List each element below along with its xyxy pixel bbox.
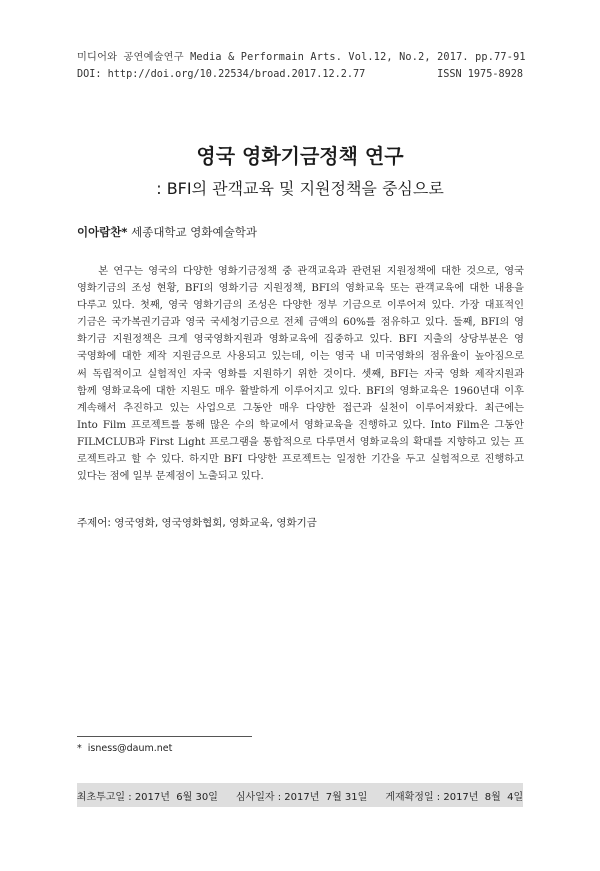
received-date: 최초투고일 : 2017년 6월 30일: [76, 791, 218, 803]
submission-dates-bar: [77, 783, 523, 807]
review-date: 심사일자 : 2017년 7월 31일: [235, 791, 368, 803]
doi-link[interactable]: DOI: http://doi.org/10.22534/broad.2017.12.2.77: [77, 69, 366, 80]
footnote-divider: [77, 736, 252, 737]
author-line: [77, 224, 257, 240]
journal-citation: 미디어와 공연예술연구 Media & Performain Arts. Vol.12, No.2, 2017. pp.77-91: [77, 52, 526, 63]
abstract-line: FILMCLUB과 First Light 프로그램을 통합적으로 다루면서 영화교육의 확대를 지향하고 있는 프: [77, 436, 524, 448]
footnote-email: * isness@daum.net: [77, 743, 173, 754]
abstract-line: 함께 영화교육에 대한 지원도 매우 활발하게 이루어지고 있다. BFI의 영화교육은 1960년대 이후: [77, 385, 524, 397]
abstract-line: 써 독립적이고 실험적인 자국 영화를 지원하기 위한 것이다. 셋째, BFI는 자국 영화 제작지원과: [77, 368, 524, 380]
author-affiliation: 세종대학교 영화예술학과: [131, 225, 257, 239]
abstract-line: Into Film 프로젝트를 통해 많은 수의 학교에서 영화교육을 진행하고 있다. Into Film은 그동안: [77, 419, 524, 431]
abstract-line: 계속해서 추진하고 있는 사업으로 그동안 매우 다양한 접근과 실천이 이루어져왔다. 최근에는: [77, 402, 524, 414]
abstract-line: 영화기금의 조성 현황, BFI의 영화기금 지원정책, BFI의 영화교육 또는 관객교육에 대한 내용을: [77, 283, 524, 295]
accepted-date: 게재확정일 : 2017년 8월 4일: [385, 791, 524, 803]
paper-title: 영국 영화기금정책 연구: [196, 144, 404, 168]
doi-row: [77, 69, 523, 80]
abstract: [77, 263, 524, 485]
abstract-line: 화기금 지원정책은 크게 영국영화지원과 영화교육에 집중하고 있다. BFI 지출의 상당부분은 영: [77, 334, 524, 346]
abstract-line: 다루고 있다. 첫째, 영국 영화기금의 조성은 다양한 정부 기금으로 이루어져 있다. 가장 대표적인: [77, 300, 524, 312]
abstract-line: 본 연구는 영국의 다양한 영화기금정책 중 관객교육과 관련된 지원정책에 대한 것으로, 영국: [77, 266, 524, 277]
abstract-line: 국영화에 대한 제작 지원금으로 사용되고 있는데, 이는 영국 내 미국영화의 점유율이 높아짐으로: [77, 351, 524, 363]
abstract-line: 로젝트라고 할 수 있다. 하지만 BFI 다양한 프로젝트는 일정한 기간을 두고 실험적으로 진행하고: [77, 454, 524, 466]
abstract-line: 있다는 점에 일부 문제점이 노출되고 있다.: [77, 471, 264, 483]
abstract-line: 기금은 국가복권기금과 영국 국세청기금으로 전체 금액의 60%를 점유하고 있다. 둘째, BFI의 영: [77, 317, 524, 329]
issn-text: ISSN 1975-8928: [437, 69, 523, 80]
author-name: 이아람찬*: [77, 225, 128, 239]
paper-subtitle: : BFI의 관객교육 및 지원정책을 중심으로: [156, 179, 444, 198]
keywords: 주제어: 영국영화, 영국영화협회, 영화교육, 영화기금: [77, 517, 317, 529]
